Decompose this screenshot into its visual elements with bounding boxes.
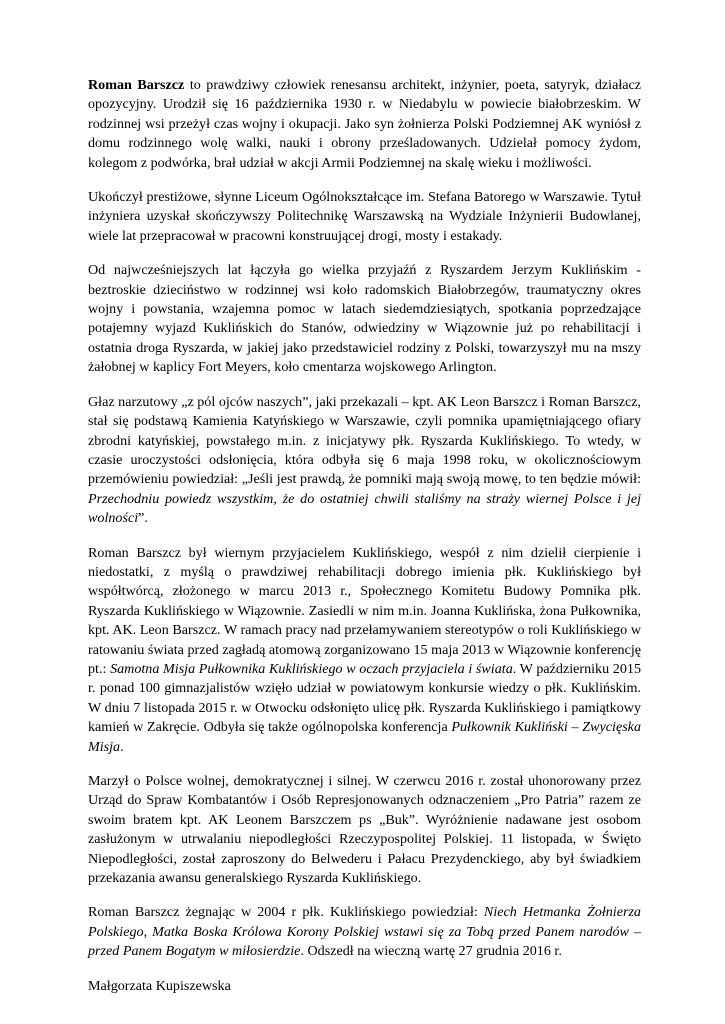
farewell-quote: Niech Hetmanka Żołnierza Polskiego, Matka Boska Królowa Korony Polskiej wstawi się za Tobą przed Panem narodów – przed Panem Bogatym w miłosierdzie: [88, 904, 641, 960]
paragraph-farewell: [88, 903, 641, 961]
farewell-text: Roman Barszcz żegnając w 2004 r płk. Kuklińskiego powiedział:: [88, 904, 484, 921]
committee-end: .: [120, 738, 124, 755]
subject-name: Roman Barszcz: [88, 77, 185, 93]
paragraph-committee: [88, 544, 641, 757]
paragraph-intro: [88, 76, 641, 173]
intro-text: to prawdziwy człowiek renesansu architekt, inżynier, poeta, satyryk, działacz opozycyjny. Urodził się 16 października 1930 r. w Niedabylu w powiecie białobrzeskim. W rodzinnej wsi przeżył czas wojny i okupacji. Jako syn żołnierza Polski Podziemnej AK wyniósł z domu rodzinnego wolę walki, nauki i obrony prześladowanych. Udzielał pomocy żydom, kolegom z podwórka, brał udział w akcji Armii Podziemnej na skalę wieku i możliwości.: [88, 77, 642, 171]
committee-text: Roman Barszcz był wiernym przyjacielem Kuklińskiego, wespół z nim dzielił cierpienie i niedostatki, z myślą o prawdziwej rehabilitacji dobrego imienia płk. Kuklińskiego był współtwórcą, złożonego w marcu 2013 r., Społecznego Komitetu Budowy Pomnika płk. Ryszarda Kuklińskiego w Wiązownie. Zasiedli w nim m.in. Joanna Kuklińska, żona Pułkownika, kpt. AK. Leon Barszcz. W ramach pracy nad przełamywaniem stereotypów o roli Kuklińskiego w ratowaniu świata przed zagładą atomową zorganizowano 15 maja 2013 w Wiązownie konferencję pt.:: [88, 544, 641, 677]
paragraph-education: Ukończył prestiżowe, słynne Liceum Ogólnokształcące im. Stefana Batorego w Warszawie. Tytuł inżyniera uzyskał skończywszy Politechnikę Warszawską na Wydziale Inżynierii Budowlanej, wiele lat przepracował w pracowni konstruującej drogi, mosty i estakady.: [88, 189, 641, 244]
author-signature: Małgorzata Kupiszewska: [88, 977, 231, 994]
paragraph-friendship: Od najwcześniejszych lat łączyła go wielka przyjaźń z Ryszardem Jerzym Kuklińskim -beztroskie dzieciństwo w rodzinnej wsi koło radomskich Białobrzegów, traumatyczny okres wojny i powstania, wzajemna pomoc w latach siedemdziesiątych, spotkania poprzedzające potajemny wyjazd Kuklińskich do Stanów, odwiedziny w Wiązownie już po rehabilitacji i ostatnia droga Ryszarda, w jakiej jako przedstawiciel rodziny z Polski, towarzyszył mu na mszy żałobnej w kaplicy Fort Meyers, koło cmentarza wojskowego Arlington.: [88, 262, 641, 376]
paragraph-katyn-stone: [88, 393, 641, 529]
farewell-end: . Odszedł na wieczną wartę 27 grudnia 2016 r.: [300, 943, 562, 960]
katyn-quote: Przechodniu powiedz wszystkim, że do ostatniej chwili staliśmy na straży wiernej Polsce i jej wolności: [88, 490, 641, 527]
katyn-text: Głaz narzutowy „z pól ojców naszych”, jaki przekazali – kpt. AK Leon Barszcz i Roman Barszcz, stał się podstawą Kamienia Katyńskiego w Warszawie, czyli pomnika upamiętniającego ofiary zbrodni katyńskiej, powstałego m.in. z inicjatywy płk. Ryszarda Kuklińskiego. To wtedy, w czasie uroczystości odsłonięcia, która odbyła się 6 maja 1998 roku, w okolicznościowym przemówieniu powiedział: „Jeśli jest prawdą, że pomniki mają swoją mowę, to ten będzie mówił:: [88, 393, 641, 488]
conference-title-1: Samotna Misja Pułkownika Kuklińskiego w oczach przyjaciela i świata: [110, 660, 513, 677]
conference-title-2: Pułkownik Kukliński – Zwycięska Misja: [88, 719, 641, 755]
katyn-end: ”.: [138, 510, 148, 527]
committee-text-2: . W październiku 2015 r. ponad 100 gimnazjalistów wzięło udział w powiatowym konkursie wiedzy o płk. Kuklińskim. W dniu 7 listopada 2015 r. w Otwocku odsłonięto ulicę płk. Ryszarda Kuklińskiego i pamiątkowy kamień w Zakręcie. Odbyła się także ogólnopolska konferencja: [88, 660, 641, 736]
paragraph-pro-patria: Marzył o Polsce wolnej, demokratycznej i silnej. W czerwcu 2016 r. został uhonorowany przez Urząd do Spraw Kombatantów i Osób Represjonowanych odznaczeniem „Pro Patria” razem ze swoim bratem kpt. AK Leonem Barszczem ps „Buk”. Wyróżnienie nadawane jest osobom zasłużonym w utrwalaniu niepodległości Rzeczypospolitej Polskiej. 11 listopada, w Święto Niepodległości, został zaproszony do Belwederu i Pałacu Prezydenckiego, aby był świadkiem przekazania awansu generalskiego Ryszarda Kuklińskiego.: [88, 773, 641, 887]
